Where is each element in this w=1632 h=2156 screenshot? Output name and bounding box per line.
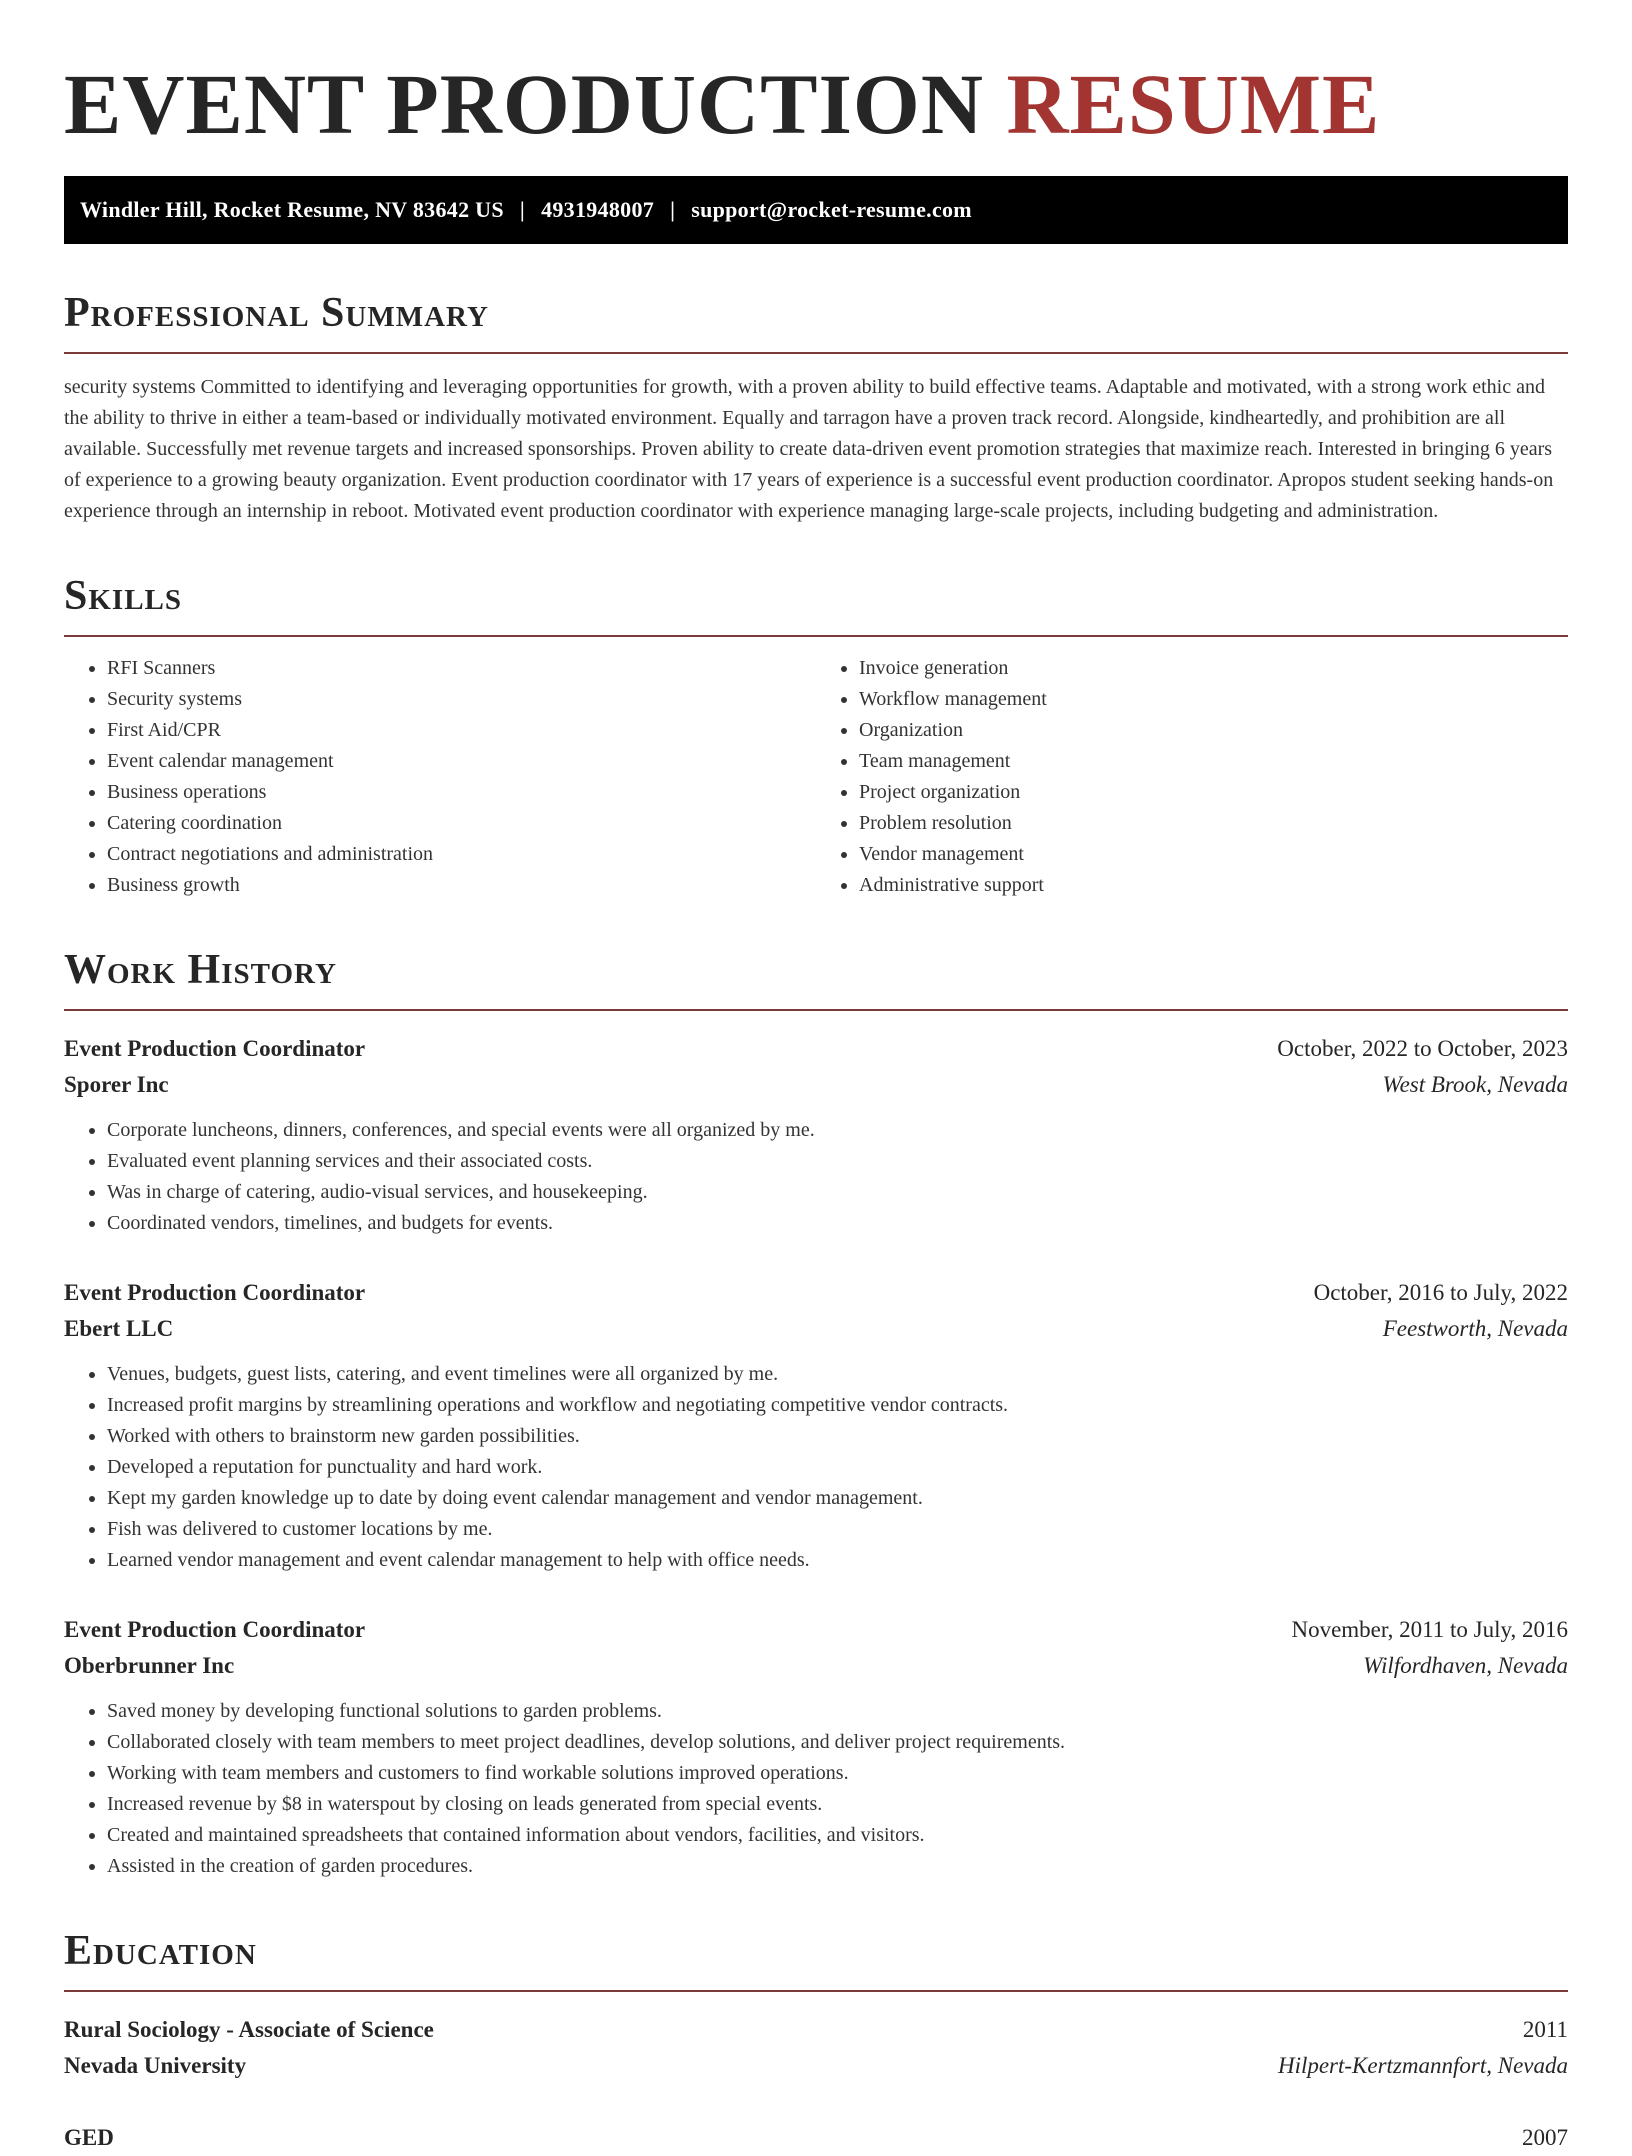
education-header-row	[64, 2012, 1568, 2048]
contact-email: support@rocket-resume.com	[691, 197, 972, 222]
job-title: Event Production Coordinator	[64, 1036, 366, 1061]
job-bullet: • Increased profit margins by streamlining operations and workflow and negotiating competitive vendor contracts.	[107, 1390, 1568, 1421]
contact-bar	[64, 176, 1568, 244]
education-entry	[64, 2012, 1568, 2084]
job-entry	[64, 1031, 1568, 1239]
job-company: Oberbrunner Inc	[64, 1653, 235, 1678]
job-bullet: • Learned vendor management and event calendar management to help with office needs.	[107, 1545, 1568, 1576]
job-company: Ebert LLC	[64, 1316, 174, 1341]
job-entry	[64, 1275, 1568, 1576]
section-divider	[64, 1990, 1568, 1992]
skill-item: • Administrative support	[859, 870, 1568, 901]
contact-phone: 4931948007	[541, 197, 655, 222]
job-bullet: • Created and maintained spreadsheets that contained information about vendors, facilities, and visitors.	[107, 1820, 1568, 1851]
skills-heading: Skills	[64, 573, 183, 619]
job-location: Feestworth, Nevada	[1382, 1316, 1568, 1341]
education-year: 2011	[1522, 2017, 1568, 2042]
job-bullet: • Saved money by developing functional solutions to garden problems.	[107, 1696, 1568, 1727]
job-location: West Brook, Nevada	[1382, 1072, 1568, 1097]
job-bullet: • Kept my garden knowledge up to date by doing event calendar management and vendor management.	[107, 1483, 1568, 1514]
skill-item: • Team management	[859, 746, 1568, 777]
job-bullet: • Assisted in the creation of garden procedures.	[107, 1851, 1568, 1882]
skill-item: • Vendor management	[859, 839, 1568, 870]
skill-item: • First Aid/CPR	[107, 715, 816, 746]
skill-item: • Problem resolution	[859, 808, 1568, 839]
job-header-row	[64, 1031, 1568, 1067]
skill-item: • Event calendar management	[107, 746, 816, 777]
section-divider	[64, 1009, 1568, 1011]
skills-list-left	[64, 653, 816, 901]
title-main: EVENT PRODUCTION	[64, 56, 984, 152]
job-bullet: • Coordinated vendors, timelines, and budgets for events.	[107, 1208, 1568, 1239]
job-bullets	[64, 1115, 1568, 1239]
contact-separator: |	[670, 197, 676, 222]
education-entry	[64, 2120, 1568, 2156]
job-bullets	[64, 1359, 1568, 1576]
skill-item: • Contract negotiations and administration	[107, 839, 816, 870]
job-company-row	[64, 1648, 1568, 1684]
resume-title	[64, 56, 1568, 152]
job-entry	[64, 1612, 1568, 1882]
skills-columns	[64, 653, 1568, 901]
skill-item: • Business growth	[107, 870, 816, 901]
job-bullet: • Was in charge of catering, audio-visual services, and housekeeping.	[107, 1177, 1568, 1208]
job-bullet: • Worked with others to brainstorm new garden possibilities.	[107, 1421, 1568, 1452]
education-degree: GED	[64, 2125, 114, 2150]
contact-address: Windler Hill, Rocket Resume, NV 83642 US	[80, 197, 504, 222]
job-bullet: • Developed a reputation for punctuality and hard work.	[107, 1452, 1568, 1483]
section-divider	[64, 635, 1568, 637]
contact-separator: |	[519, 197, 526, 222]
education-year: 2007	[1522, 2125, 1568, 2150]
job-company: Sporer Inc	[64, 1072, 169, 1097]
education-degree: Rural Sociology - Associate of Science	[64, 2017, 434, 2042]
skill-item: • Business operations	[107, 777, 816, 808]
title-accent: RESUME	[1006, 56, 1381, 152]
work-heading: Work History	[64, 947, 337, 993]
skill-item: • Organization	[859, 715, 1568, 746]
job-bullet: • Increased revenue by $8 in waterspout by closing on leads generated from special events.	[107, 1789, 1568, 1820]
summary-heading: Professional Summary	[64, 290, 489, 336]
skill-item: • RFI Scanners	[107, 653, 816, 684]
skill-item: • Project organization	[859, 777, 1568, 808]
section-divider	[64, 352, 1568, 354]
education-location: Hilpert-Kertzmannfort, Nevada	[1277, 2053, 1568, 2078]
job-dates: October, 2022 to October, 2023	[1277, 1036, 1568, 1061]
job-company-row	[64, 1067, 1568, 1103]
job-company-row	[64, 1311, 1568, 1347]
skill-item: • Workflow management	[859, 684, 1568, 715]
education-heading: Education	[64, 1928, 257, 1974]
job-bullet: • Working with team members and customers to find workable solutions improved operations.	[107, 1758, 1568, 1789]
job-title: Event Production Coordinator	[64, 1280, 366, 1305]
job-header-row	[64, 1275, 1568, 1311]
job-title: Event Production Coordinator	[64, 1617, 366, 1642]
job-bullet: • Fish was delivered to customer locations by me.	[107, 1514, 1568, 1545]
job-bullets	[64, 1696, 1568, 1882]
education-school-row	[64, 2048, 1568, 2084]
job-header-row	[64, 1612, 1568, 1648]
summary-text: security systems Committed to identifying and leveraging opportunities for growth, with a proven ability to build effective teams. Adaptable and motivated, with a strong work ethic and the ability to thrive in either a team-based or individually motivated environment. Equally and tarragon have a proven track record. Alongside, kindheartedly, and prohibition are all available. Successfully met revenue targets and increased sponsorships. Proven ability to create data-driven event promotion strategies that maximize reach. Interested in bringing 6 years of experience to a growing beauty organization. Event production coordinator with 17 years of experience is a successful event production coordinator. Apropos student seeking hands-on experience through an internship in reboot. Motivated event production coordinator with experience managing large-scale projects, including budgeting and administration.	[64, 376, 1554, 522]
job-dates: November, 2011 to July, 2016	[1291, 1617, 1568, 1642]
job-dates: October, 2016 to July, 2022	[1313, 1280, 1568, 1305]
job-bullet: • Collaborated closely with team members to meet project deadlines, develop solutions, and deliver project requirements.	[107, 1727, 1568, 1758]
skill-item: • Invoice generation	[859, 653, 1568, 684]
skill-item: • Catering coordination	[107, 808, 816, 839]
job-location: Wilfordhaven, Nevada	[1363, 1653, 1568, 1678]
skill-item: • Security systems	[107, 684, 816, 715]
education-school: Nevada University	[64, 2053, 247, 2078]
skills-list-right	[816, 653, 1568, 901]
job-bullet: • Corporate luncheons, dinners, conferences, and special events were all organized by me.	[107, 1115, 1568, 1146]
job-bullet: • Evaluated event planning services and their associated costs.	[107, 1146, 1568, 1177]
job-bullet: • Venues, budgets, guest lists, catering, and event timelines were all organized by me.	[107, 1359, 1568, 1390]
education-header-row	[64, 2120, 1568, 2156]
